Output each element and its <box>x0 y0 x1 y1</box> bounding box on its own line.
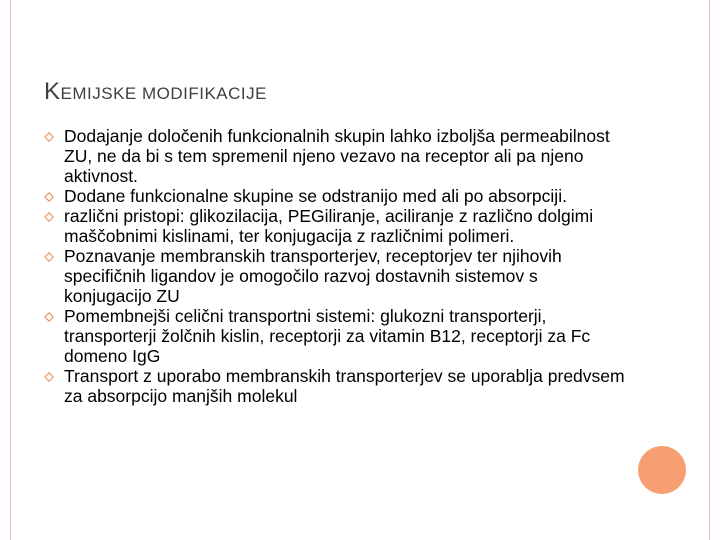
diamond-outline-icon <box>44 132 54 142</box>
bullet-list <box>44 126 629 406</box>
title-initial: K <box>44 78 61 105</box>
bullet-item <box>44 206 629 246</box>
diamond-outline-icon <box>44 252 54 262</box>
diamond-outline-icon <box>44 372 54 382</box>
bullet-text: Dodajanje določenih funkcionalnih skupin lahko izboljša permeabilnost ZU, ne da bi s tem spremenil njeno vezavo na receptor ali pa njeno aktivnost. <box>64 126 610 186</box>
bullet-text: Dodane funkcionalne skupine se odstranijo med ali po absorpciji. <box>64 186 567 206</box>
bullet-item <box>44 306 629 366</box>
bullet-item <box>44 186 629 206</box>
diamond-outline-icon <box>44 312 54 322</box>
bullet-item <box>44 366 629 406</box>
bullet-text: Pomembnejši celični transportni sistemi: glukozni transporterji, transporterji žolčnih kislin, receptorji za vitamin B12, receptorji za Fc domeno IgG <box>64 306 591 366</box>
bullet-item <box>44 126 629 186</box>
bullet-item <box>44 246 629 306</box>
bullet-text: Poznavanje membranskih transporterjev, receptorjev ter njihovih specifičnih ligandov je omogočilo razvoj dostavnih sistemov s konjugacijo ZU <box>64 246 562 306</box>
diamond-outline-icon <box>44 212 54 222</box>
bullet-text: različni pristopi: glikozilacija, PEGiliranje, aciliranje z različno dolgimi maščobnimi kislinami, ter konjugacija z različnimi polimeri. <box>64 206 594 246</box>
slide-title <box>44 78 267 106</box>
title-rest: EMIJSKE MODIFIKACIJE <box>60 84 267 103</box>
bullet-text: Transport z uporabo membranskih transporterjev se uporablja predvsem za absorpcijo manjših molekul <box>64 366 625 406</box>
decorative-circle <box>638 446 686 494</box>
diamond-outline-icon <box>44 192 54 202</box>
